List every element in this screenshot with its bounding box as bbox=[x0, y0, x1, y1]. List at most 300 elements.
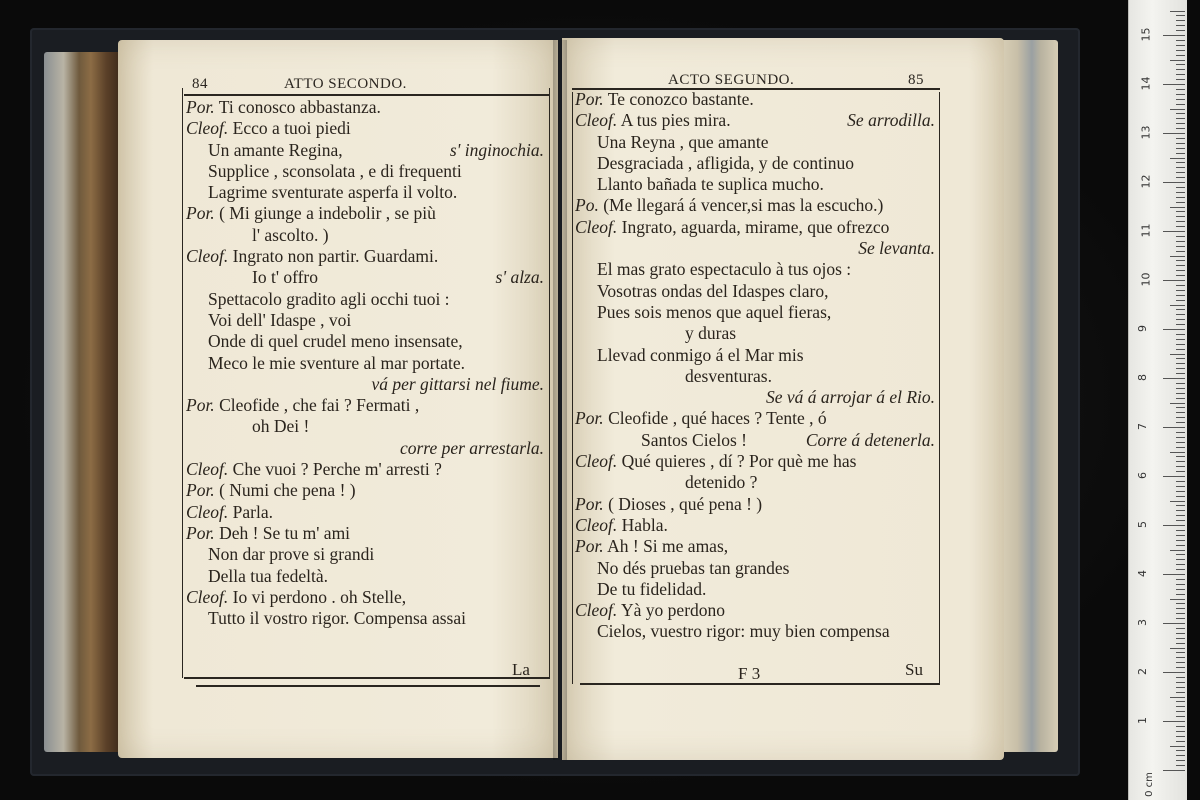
verse-line bbox=[575, 366, 935, 387]
verse-text: Che vuoi ? Perche m' arresti ? bbox=[232, 459, 442, 480]
ruler-tick bbox=[1176, 275, 1185, 276]
verse-line bbox=[575, 621, 935, 642]
verse-text: Llevad conmigo á el Mar mis bbox=[597, 344, 804, 365]
ruler-tick bbox=[1176, 339, 1185, 340]
ruler-tick bbox=[1163, 378, 1185, 379]
ruler-tick bbox=[1176, 422, 1185, 423]
ruler-tick bbox=[1176, 50, 1185, 51]
right-text-block bbox=[575, 89, 935, 643]
ruler-tick bbox=[1176, 481, 1185, 482]
verse-line bbox=[575, 281, 935, 302]
verse-text: Una Reyna , que amante bbox=[597, 131, 769, 152]
ruler-tick bbox=[1176, 236, 1185, 237]
ruler-tick bbox=[1176, 662, 1185, 663]
ruler-tick bbox=[1163, 770, 1185, 771]
ruler-tick bbox=[1176, 187, 1185, 188]
speaker-name: Por. bbox=[186, 203, 215, 224]
ruler-tick bbox=[1163, 672, 1185, 673]
ruler-tick bbox=[1163, 525, 1185, 526]
verse-text: Ti conosco abbastanza. bbox=[218, 97, 381, 117]
verse-text: De tu fidelidad. bbox=[597, 578, 707, 599]
speaker-name: Cleof. bbox=[575, 600, 618, 621]
verse-line bbox=[575, 430, 935, 451]
speaker-name: Cleof. bbox=[186, 459, 229, 480]
stage-direction: vá per gittarsi nel fiume. bbox=[371, 373, 544, 394]
ruler-tick bbox=[1163, 182, 1185, 183]
ruler-tick bbox=[1163, 476, 1185, 477]
ruler-tick bbox=[1176, 285, 1185, 286]
verse-text: Onde di quel crudel meno insensate, bbox=[208, 331, 463, 352]
ruler-tick bbox=[1176, 638, 1185, 639]
verse-text: Santos Cielos ! bbox=[641, 429, 747, 450]
ruler-tick bbox=[1176, 344, 1185, 345]
ruler-tick bbox=[1176, 123, 1185, 124]
ruler-tick bbox=[1176, 726, 1185, 727]
ruler-tick bbox=[1163, 133, 1185, 134]
left-page-number: 84 bbox=[192, 76, 208, 92]
verse-text: Pues sois menos que aquel fieras, bbox=[597, 301, 832, 322]
ruler-number: 3 bbox=[1136, 619, 1149, 626]
ruler-tick bbox=[1176, 579, 1185, 580]
ruler-tick bbox=[1176, 104, 1185, 105]
ruler-tick bbox=[1176, 554, 1185, 555]
ruler-tick bbox=[1176, 216, 1185, 217]
ruler-tick bbox=[1176, 643, 1185, 644]
left-foot-rule bbox=[184, 677, 550, 679]
ruler-tick bbox=[1176, 128, 1185, 129]
ruler-tick bbox=[1176, 143, 1185, 144]
verse-text: Llanto bañada te suplica mucho. bbox=[597, 174, 824, 195]
verse-text: Ecco a tuoi piedi bbox=[232, 118, 351, 139]
verse-line bbox=[575, 174, 935, 195]
ruler-tick bbox=[1176, 388, 1185, 389]
speaker-name: Por. bbox=[186, 480, 215, 501]
verse-line bbox=[575, 579, 935, 600]
ruler-tick bbox=[1176, 162, 1185, 163]
ruler-tick bbox=[1176, 540, 1185, 541]
verse-text: No dés pruebas tan grandes bbox=[597, 557, 790, 578]
ruler-tick bbox=[1176, 55, 1185, 56]
ruler-tick bbox=[1176, 760, 1185, 761]
ruler-tick bbox=[1163, 84, 1185, 85]
ruler-tick bbox=[1176, 118, 1185, 119]
ruler-tick bbox=[1163, 623, 1185, 624]
verse-line bbox=[186, 374, 544, 395]
ruler-tick bbox=[1170, 207, 1185, 208]
ruler-tick bbox=[1176, 520, 1185, 521]
speaker-name: Por. bbox=[186, 395, 215, 416]
ruler-tick bbox=[1176, 633, 1185, 634]
verse-text: Un amante Regina, bbox=[208, 139, 343, 160]
ruler-tick bbox=[1176, 432, 1185, 433]
verse-text: Cleofide , qué haces ? Tente , ó bbox=[608, 408, 827, 429]
ruler-tick bbox=[1176, 324, 1185, 325]
verse-line bbox=[575, 536, 935, 557]
ruler-tick bbox=[1176, 221, 1185, 222]
stage-direction: corre per arrestarla. bbox=[399, 437, 544, 458]
ruler-tick bbox=[1176, 295, 1185, 296]
verse-line bbox=[575, 387, 935, 408]
ruler-tick bbox=[1176, 657, 1185, 658]
stage-direction: s' alza. bbox=[495, 267, 544, 288]
ruler-tick bbox=[1176, 314, 1185, 315]
verse-line bbox=[575, 238, 935, 259]
ruler-tick bbox=[1170, 11, 1185, 12]
speaker-name: Cleof. bbox=[575, 110, 618, 131]
ruler-tick bbox=[1176, 447, 1185, 448]
verse-text: Ingrato, aguarda, mirame, que ofrezco bbox=[621, 216, 890, 237]
verse-text: Meco le mie sventure al mar portate. bbox=[208, 352, 466, 373]
verse-text: Parla. bbox=[232, 501, 274, 522]
ruler-tick bbox=[1176, 706, 1185, 707]
ruler-tick bbox=[1176, 510, 1185, 511]
ruler-tick bbox=[1170, 697, 1185, 698]
ruler-tick bbox=[1176, 437, 1185, 438]
verse-line bbox=[575, 217, 935, 238]
left-running-head: ATTO SECONDO. bbox=[284, 76, 407, 92]
ruler-number: 11 bbox=[1139, 223, 1153, 238]
ruler-tick bbox=[1176, 603, 1185, 604]
verse-text: desventuras. bbox=[685, 365, 772, 386]
ruler-tick bbox=[1163, 329, 1185, 330]
ruler-tick bbox=[1176, 564, 1185, 565]
verse-line bbox=[575, 195, 935, 216]
ruler-tick bbox=[1176, 741, 1185, 742]
ruler-number: 4 bbox=[1136, 570, 1149, 577]
ruler-tick bbox=[1176, 613, 1185, 614]
verse-text: Qué quieres , dí ? Por què me has bbox=[621, 451, 857, 472]
verse-line bbox=[575, 494, 935, 515]
ruler-tick bbox=[1176, 113, 1185, 114]
ruler-tick bbox=[1176, 99, 1185, 100]
ruler-tick bbox=[1176, 319, 1185, 320]
ruler-unit-label: 0 cm bbox=[1143, 772, 1155, 797]
verse-text: Ingrato non partir. Guardami. bbox=[232, 246, 439, 267]
ruler-tick bbox=[1176, 461, 1185, 462]
ruler-tick bbox=[1163, 574, 1185, 575]
stage-direction: Se levanta. bbox=[858, 238, 935, 259]
verse-line bbox=[575, 345, 935, 366]
left-bottom-rule bbox=[196, 685, 540, 687]
ruler-number: 6 bbox=[1136, 472, 1149, 479]
right-signature-mark: F 3 bbox=[738, 664, 761, 683]
ruler-tick bbox=[1176, 701, 1185, 702]
verse-line bbox=[186, 246, 544, 267]
ruler-tick bbox=[1176, 89, 1185, 90]
verse-text: ( Dioses , qué pena ! ) bbox=[608, 493, 763, 514]
verse-line bbox=[186, 353, 544, 374]
ruler-tick bbox=[1176, 608, 1185, 609]
ruler-tick bbox=[1176, 716, 1185, 717]
speaker-name: Cleof. bbox=[186, 246, 229, 267]
ruler-tick bbox=[1176, 153, 1185, 154]
verse-line bbox=[575, 472, 935, 493]
ruler-tick bbox=[1170, 452, 1185, 453]
ruler-tick bbox=[1176, 265, 1185, 266]
ruler-tick bbox=[1176, 270, 1185, 271]
verse-line bbox=[575, 153, 935, 174]
verse-line bbox=[186, 310, 544, 331]
verse-text: Deh ! Se tu m' ami bbox=[219, 522, 351, 543]
speaker-name: Cleof. bbox=[575, 514, 618, 535]
ruler-tick bbox=[1170, 60, 1185, 61]
verse-text: Tutto il vostro rigor. Compensa assai bbox=[208, 608, 466, 629]
ruler-tick bbox=[1176, 486, 1185, 487]
verse-text: Cleofide , che fai ? Fermati , bbox=[219, 395, 420, 416]
verse-line bbox=[186, 416, 544, 437]
right-page-edges bbox=[1000, 40, 1058, 752]
verse-line bbox=[186, 566, 544, 587]
ruler-tick bbox=[1176, 530, 1185, 531]
speaker-name: Por. bbox=[575, 408, 604, 429]
ruler-tick bbox=[1176, 358, 1185, 359]
verse-text: Io vi perdono . oh Stelle, bbox=[232, 586, 407, 607]
stage-direction: Se arrodilla. bbox=[847, 110, 935, 131]
verse-line bbox=[186, 289, 544, 310]
verse-text: Yà yo perdono bbox=[621, 600, 726, 621]
verse-line bbox=[186, 267, 544, 288]
verse-line bbox=[186, 331, 544, 352]
ruler-tick bbox=[1176, 74, 1185, 75]
verse-line bbox=[186, 118, 544, 139]
ruler-tick bbox=[1170, 256, 1185, 257]
ruler-tick bbox=[1176, 652, 1185, 653]
ruler-tick bbox=[1176, 750, 1185, 751]
ruler-tick bbox=[1170, 501, 1185, 502]
ruler-tick bbox=[1176, 466, 1185, 467]
ruler-tick bbox=[1176, 412, 1185, 413]
ruler-tick bbox=[1176, 755, 1185, 756]
ruler-tick bbox=[1176, 711, 1185, 712]
verse-text: El mas grato espectaculo à tus ojos : bbox=[597, 259, 852, 280]
ruler-number: 12 bbox=[1139, 174, 1153, 189]
ruler-tick bbox=[1163, 35, 1185, 36]
ruler-tick bbox=[1176, 363, 1185, 364]
verse-line bbox=[575, 515, 935, 536]
verse-text: (Me llegará á vencer,si mas la escucho.) bbox=[603, 195, 884, 216]
stage-direction: Se vá á arrojar á el Rio. bbox=[766, 387, 935, 408]
ruler-tick bbox=[1176, 30, 1185, 31]
ruler-tick bbox=[1176, 442, 1185, 443]
verse-text: Della tua fedeltà. bbox=[208, 565, 329, 586]
ruler-tick bbox=[1176, 226, 1185, 227]
verse-line bbox=[186, 480, 544, 501]
ruler-tick bbox=[1176, 559, 1185, 560]
ruler-tick bbox=[1176, 167, 1185, 168]
ruler-number: 14 bbox=[1139, 76, 1153, 91]
ruler-tick bbox=[1176, 172, 1185, 173]
left-catchword: La bbox=[512, 660, 530, 679]
ruler-number: 5 bbox=[1136, 521, 1149, 528]
verse-line bbox=[575, 408, 935, 429]
verse-line bbox=[186, 544, 544, 565]
verse-line bbox=[575, 259, 935, 280]
verse-text: ( Mi giunge a indebolir , se più bbox=[219, 203, 436, 224]
ruler-tick bbox=[1176, 589, 1185, 590]
ruler-tick bbox=[1176, 241, 1185, 242]
verse-text: Spettacolo gradito agli occhi tuoi : bbox=[208, 288, 450, 309]
verse-text: Cielos, vuestro rigor: muy bien compensa bbox=[597, 621, 890, 642]
stage-direction: s' inginochia. bbox=[449, 139, 544, 160]
ruler-tick bbox=[1176, 765, 1185, 766]
ruler-tick bbox=[1176, 545, 1185, 546]
ruler-tick bbox=[1163, 721, 1185, 722]
ruler-tick bbox=[1176, 290, 1185, 291]
ruler-tick bbox=[1176, 251, 1185, 252]
verse-line bbox=[575, 89, 935, 110]
speaker-name: Cleof. bbox=[186, 501, 229, 522]
ruler-tick bbox=[1163, 280, 1185, 281]
speaker-name: Po. bbox=[575, 195, 599, 216]
speaker-name: Cleof. bbox=[186, 118, 229, 139]
verse-line bbox=[575, 600, 935, 621]
verse-line bbox=[186, 502, 544, 523]
ruler-tick bbox=[1176, 618, 1185, 619]
verse-text: oh Dei ! bbox=[252, 416, 310, 437]
verse-line bbox=[186, 225, 544, 246]
verse-text: Vosotras ondas del Idaspes claro, bbox=[597, 280, 829, 301]
ruler-tick bbox=[1176, 69, 1185, 70]
ruler-tick bbox=[1176, 456, 1185, 457]
ruler-tick bbox=[1176, 407, 1185, 408]
ruler-tick bbox=[1170, 599, 1185, 600]
ruler-tick bbox=[1176, 138, 1185, 139]
verse-line bbox=[186, 587, 544, 608]
ruler-tick bbox=[1176, 349, 1185, 350]
ruler-tick bbox=[1176, 211, 1185, 212]
speaker-name: Cleof. bbox=[575, 216, 618, 237]
verse-text: Desgraciada , afligida, y de continuo bbox=[597, 152, 855, 173]
ruler-tick bbox=[1176, 677, 1185, 678]
verse-line bbox=[186, 161, 544, 182]
ruler-tick bbox=[1163, 231, 1185, 232]
verse-line bbox=[186, 608, 544, 629]
verse-text: Voi dell' Idaspe , voi bbox=[208, 309, 352, 330]
verse-text: Lagrime sventurate asperfa il volto. bbox=[208, 182, 458, 203]
ruler-tick bbox=[1176, 736, 1185, 737]
ruler-tick bbox=[1176, 594, 1185, 595]
ruler-tick bbox=[1176, 383, 1185, 384]
ruler-tick bbox=[1176, 309, 1185, 310]
speaker-name: Por. bbox=[575, 89, 604, 109]
ruler-tick bbox=[1170, 550, 1185, 551]
verse-text: Non dar prove si grandi bbox=[208, 544, 375, 565]
verse-line bbox=[186, 203, 544, 224]
ruler-tick bbox=[1176, 505, 1185, 506]
ruler-tick bbox=[1170, 746, 1185, 747]
ruler-tick bbox=[1176, 45, 1185, 46]
verse-line bbox=[575, 558, 935, 579]
verse-text: Io t' offro bbox=[252, 267, 319, 288]
verse-text: detenido ? bbox=[685, 472, 758, 493]
ruler-tick bbox=[1176, 569, 1185, 570]
ruler-tick bbox=[1176, 64, 1185, 65]
ruler-tick bbox=[1176, 192, 1185, 193]
right-running-head: ACTO SEGUNDO. bbox=[668, 72, 795, 88]
ruler-tick bbox=[1176, 393, 1185, 394]
ruler-tick bbox=[1170, 109, 1185, 110]
ruler-tick bbox=[1176, 692, 1185, 693]
ruler-tick bbox=[1176, 471, 1185, 472]
ruler-tick bbox=[1176, 20, 1185, 21]
verse-line bbox=[186, 459, 544, 480]
ruler-tick bbox=[1170, 354, 1185, 355]
book-gutter bbox=[553, 40, 567, 760]
ruler-tick bbox=[1170, 305, 1185, 306]
verse-line bbox=[186, 140, 544, 161]
verse-line bbox=[186, 523, 544, 544]
verse-text: l' ascolto. ) bbox=[252, 224, 329, 245]
ruler-number: 8 bbox=[1136, 374, 1149, 381]
ruler-tick bbox=[1163, 427, 1185, 428]
right-catchword: Su bbox=[905, 660, 923, 679]
ruler-tick bbox=[1176, 40, 1185, 41]
verse-text: Habla. bbox=[621, 514, 668, 535]
ruler-tick bbox=[1176, 496, 1185, 497]
left-page-edges bbox=[44, 52, 122, 752]
stage-direction: Corre á detenerla. bbox=[805, 429, 935, 450]
ruler-tick bbox=[1176, 202, 1185, 203]
ruler-tick bbox=[1170, 403, 1185, 404]
verse-line bbox=[575, 132, 935, 153]
ruler-number: 10 bbox=[1139, 272, 1153, 287]
ruler-number: 7 bbox=[1136, 423, 1149, 430]
ruler-tick bbox=[1176, 584, 1185, 585]
verse-line bbox=[186, 97, 544, 118]
ruler-tick bbox=[1170, 158, 1185, 159]
verse-line bbox=[575, 323, 935, 344]
ruler-tick bbox=[1176, 667, 1185, 668]
speaker-name: Por. bbox=[575, 536, 604, 557]
ruler-tick bbox=[1176, 373, 1185, 374]
ruler-tick bbox=[1176, 687, 1185, 688]
ruler-tick bbox=[1176, 148, 1185, 149]
ruler-number: 2 bbox=[1136, 668, 1149, 675]
verse-text: Supplice , sconsolata , e di frequenti bbox=[208, 160, 462, 181]
right-bottom-rule bbox=[580, 683, 940, 685]
ruler-tick bbox=[1176, 25, 1185, 26]
verse-line bbox=[186, 438, 544, 459]
ruler-tick bbox=[1176, 300, 1185, 301]
verse-line bbox=[575, 451, 935, 472]
verse-text: ( Numi che pena ! ) bbox=[219, 480, 356, 501]
verse-line bbox=[186, 395, 544, 416]
ruler-tick bbox=[1176, 246, 1185, 247]
left-text-block bbox=[186, 97, 544, 629]
ruler-tick bbox=[1176, 515, 1185, 516]
ruler-tick bbox=[1176, 731, 1185, 732]
measurement-ruler bbox=[1128, 0, 1187, 800]
verse-line bbox=[575, 302, 935, 323]
ruler-tick bbox=[1176, 368, 1185, 369]
speaker-name: Por. bbox=[186, 522, 215, 543]
ruler-tick bbox=[1176, 398, 1185, 399]
ruler-number: 13 bbox=[1139, 125, 1153, 140]
ruler-tick bbox=[1170, 648, 1185, 649]
ruler-tick bbox=[1176, 535, 1185, 536]
ruler-tick bbox=[1176, 79, 1185, 80]
verse-line bbox=[575, 110, 935, 131]
ruler-tick bbox=[1176, 177, 1185, 178]
verse-text: y duras bbox=[685, 323, 737, 344]
verse-text: A tus pies mira. bbox=[620, 110, 731, 131]
ruler-tick bbox=[1176, 417, 1185, 418]
ruler-tick bbox=[1176, 491, 1185, 492]
ruler-tick bbox=[1176, 260, 1185, 261]
verse-line bbox=[186, 182, 544, 203]
verse-text: Te conozco bastante. bbox=[607, 89, 754, 109]
ruler-number: 15 bbox=[1139, 27, 1153, 42]
